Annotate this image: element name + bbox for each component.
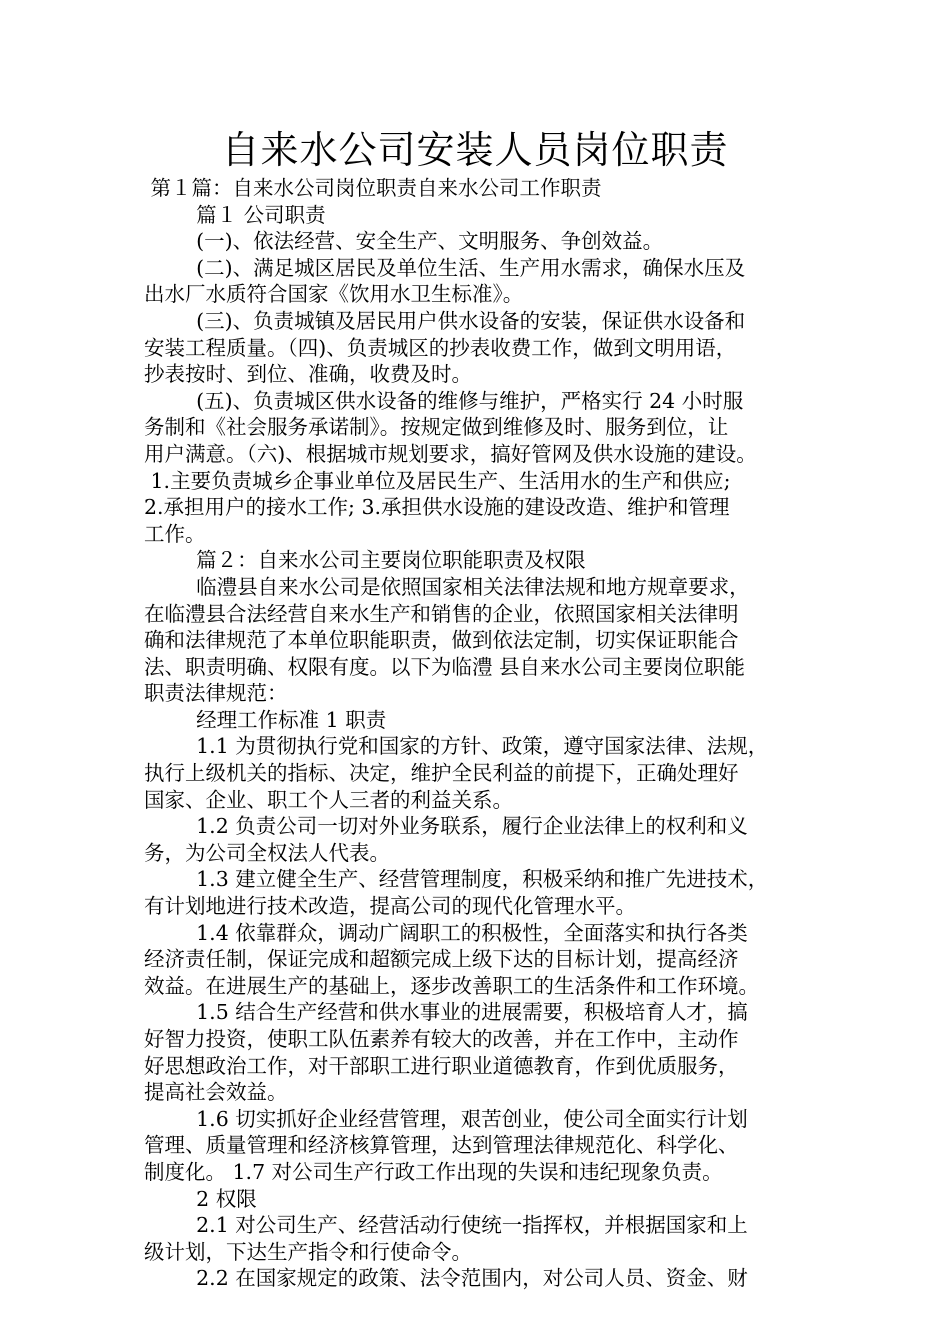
text-line: 2.承担用户的接水工作; 3.承担供水设施的建设改造、维护和管理 <box>144 495 730 520</box>
text-line: 篇１ 公司职责 <box>144 202 326 227</box>
text-line: 1.3 建立健全生产、经营管理制度，积极采纳和推广先进技术， <box>144 867 769 892</box>
text-line: 管理、质量管理和经济核算管理，达到管理法律规范化、科学化、 <box>144 1133 739 1158</box>
text-line: 1.5 结合生产经营和供水事业的进展需要，积极培育人才，搞 <box>144 1000 748 1025</box>
text-line: 经济责任制，保证完成和超额完成上级下达的目标计划，提高经济 <box>144 947 739 972</box>
text-line: 工作。 <box>144 521 206 546</box>
text-line: 第１篇：自来水公司岗位职责自来水公司工作职责 <box>144 176 602 200</box>
text-line: 2.1 对公司生产、经营活动行使统一指挥权，并根据国家和上 <box>144 1213 748 1238</box>
text-line: 2 权限 <box>144 1186 257 1211</box>
text-line: 务，为公司全权法人代表。 <box>144 840 390 865</box>
text-line: 级计划，下达生产指令和行使命令。 <box>144 1239 472 1264</box>
text-line: (一)、依法经营、安全生产、文明服务、争创效益。 <box>144 229 664 254</box>
text-line: 执行上级机关的指标、决定，维护全民利益的前提下，正确处理好 <box>144 761 739 786</box>
text-line: 1.主要负责城乡企事业单位及居民生产、生活用水的生产和供应; <box>144 468 731 493</box>
document-body <box>144 175 824 1292</box>
text-line: 法、职责明确、权限有度。以下为临澧 县自来水公司主要岗位职能 <box>144 654 746 679</box>
text-line: 有计划地进行技术改造，提高公司的现代化管理水平。 <box>144 894 636 919</box>
text-line: 确和法律规范了本单位职能职责，做到依法定制，切实保证职能合 <box>144 628 739 653</box>
text-line: (五)、负责城区供水设备的维修与维护，严格实行 24 小时服 <box>144 388 744 413</box>
text-line: 1.4 依靠群众，调动广阔职工的积极性，全面落实和执行各类 <box>144 920 748 945</box>
text-line: 国家、企业、职工个人三者的利益关系。 <box>144 787 513 812</box>
text-line: 出水厂水质符合国家《饮用水卫生标准》。 <box>144 282 524 307</box>
text-line: 在临澧县合法经营自来水生产和销售的企业，依照国家相关法律明 <box>144 601 739 626</box>
text-line: 提高社会效益。 <box>144 1080 288 1105</box>
text-line: (二)、满足城区居民及单位生活、生产用水需求，确保水压及 <box>144 255 746 280</box>
text-line: 经理工作标准 1 职责 <box>144 707 387 732</box>
text-line: 1.2 负责公司一切对外业务联系，履行企业法律上的权利和义 <box>144 814 748 839</box>
text-line: 2.2 在国家规定的政策、法令范围内，对公司人员、资金、财 <box>144 1266 748 1291</box>
text-line: 用户满意。（六)、根据城市规划要求，搞好管网及供水设施的建设。 <box>144 441 757 466</box>
text-line: 职责法律规范： <box>144 681 288 706</box>
text-line: 篇２：自来水公司主要岗位职能职责及权限 <box>144 548 586 573</box>
text-line: 抄表按时、到位、准确，收费及时。 <box>144 362 472 387</box>
text-line: 好思想政治工作，对干部职工进行职业道德教育，作到优质服务， <box>144 1053 739 1078</box>
text-line: 安装工程质量。（四)、负责城区的抄表收费工作，做到文明用语， <box>144 335 737 360</box>
text-line: 临澧县自来水公司是依照国家相关法律法规和地方规章要求， <box>144 574 750 599</box>
text-line: 好智力投资，使职工队伍素养有较大的改善，并在工作中，主动作 <box>144 1027 739 1051</box>
text-line: 效益。在进展生产的基础上，逐步改善职工的生活条件和工作环境。 <box>144 973 759 998</box>
text-line: 务制和《社会服务承诺制》。按规定做到维修及时、服务到位，让 <box>144 415 729 440</box>
text-line: 1.6 切实抓好企业经营管理，艰苦创业，使公司全面实行计划 <box>144 1106 748 1131</box>
document-title: 自来水公司安装人员岗位职责 <box>221 128 729 172</box>
text-line: (三)、负责城镇及居民用户供水设备的安装，保证供水设备和 <box>144 308 746 333</box>
text-line: 1.1 为贯彻执行党和国家的方针、政策，遵守国家法律、法规， <box>144 734 769 759</box>
text-line: 制度化。 1.7 对公司生产行政工作出现的失误和违纪现象负责。 <box>144 1159 723 1184</box>
